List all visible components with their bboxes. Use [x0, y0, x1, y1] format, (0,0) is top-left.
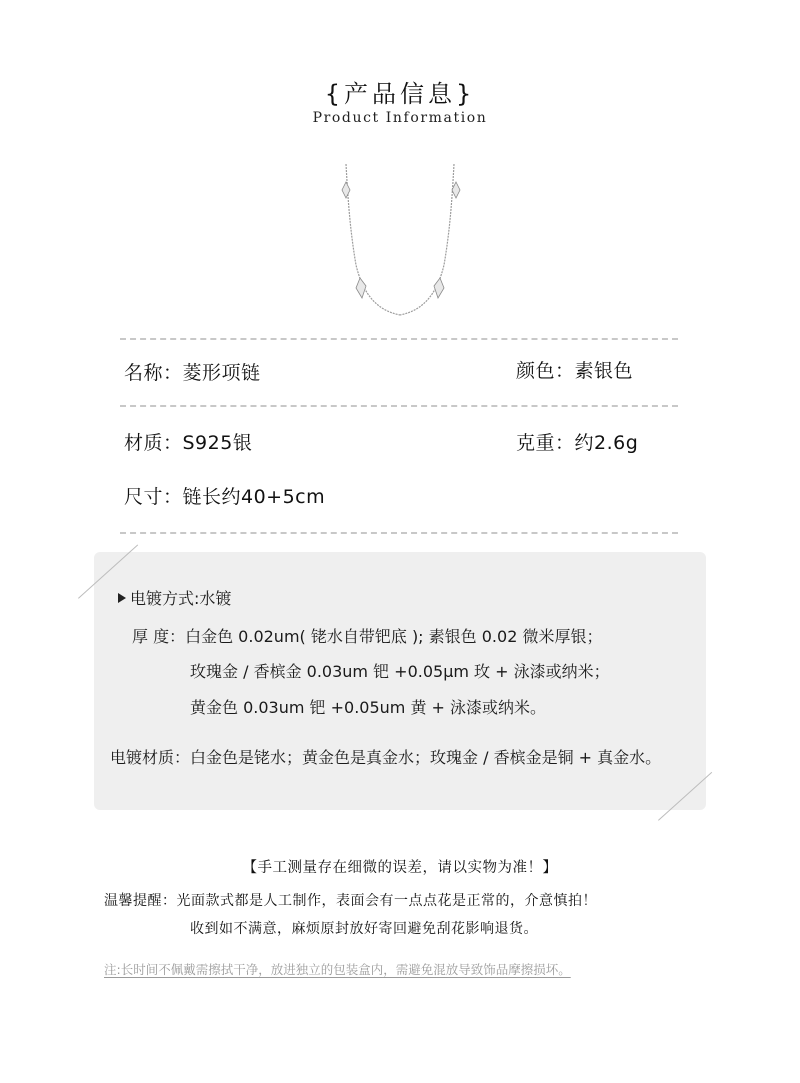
divider	[120, 338, 678, 340]
triangle-bullet-icon	[118, 593, 126, 603]
plating-material: 电镀材质：白金色是铑水；黄金色是真金水；玫瑰金 / 香槟金是铜 + 真金水。	[110, 748, 662, 767]
measurement-notice: 【手工测量存在细微的误差，请以实物为准！】	[242, 860, 558, 876]
necklace-image	[330, 160, 470, 330]
spec-weight: 克重：约2.6g	[516, 432, 639, 454]
plating-thickness-line2: 玫瑰金 / 香槟金 0.03um 钯 +0.05μm 玫 + 泳漆或纳米；	[190, 662, 610, 681]
spec-name: 名称：菱形项链	[124, 362, 261, 384]
spec-size: 尺寸：链长约40+5cm	[124, 486, 326, 508]
care-note: 注:长时间不佩戴需擦拭干净，放进独立的包装盒内，需避免混放导致饰品摩擦损坏。	[104, 962, 571, 977]
spec-color: 颜色：素银色	[516, 360, 634, 382]
tips-line-1: 温馨提醒：光面款式都是人工制作，表面会有一点点花是正常的，介意慎拍！	[104, 893, 597, 909]
tips-line-2: 收到如不满意，麻烦原封放好寄回避免刮花影响退货。	[190, 921, 538, 937]
plating-method	[118, 586, 231, 609]
section-title: {产品信息}	[324, 80, 476, 108]
section-subtitle: Product Information	[312, 110, 488, 126]
spec-material: 材质：S925银	[124, 432, 253, 454]
plating-thickness-line1: 厚 度：白金色 0.02um( 铑水自带钯底 ); 素银色 0.02 微米厚银；	[132, 627, 603, 646]
plating-method-text: 电镀方式:水镀	[130, 589, 232, 608]
plating-thickness-line3: 黄金色 0.03um 钯 +0.05um 黄 + 泳漆或纳米。	[190, 698, 547, 717]
divider	[120, 405, 678, 407]
divider	[120, 532, 678, 534]
